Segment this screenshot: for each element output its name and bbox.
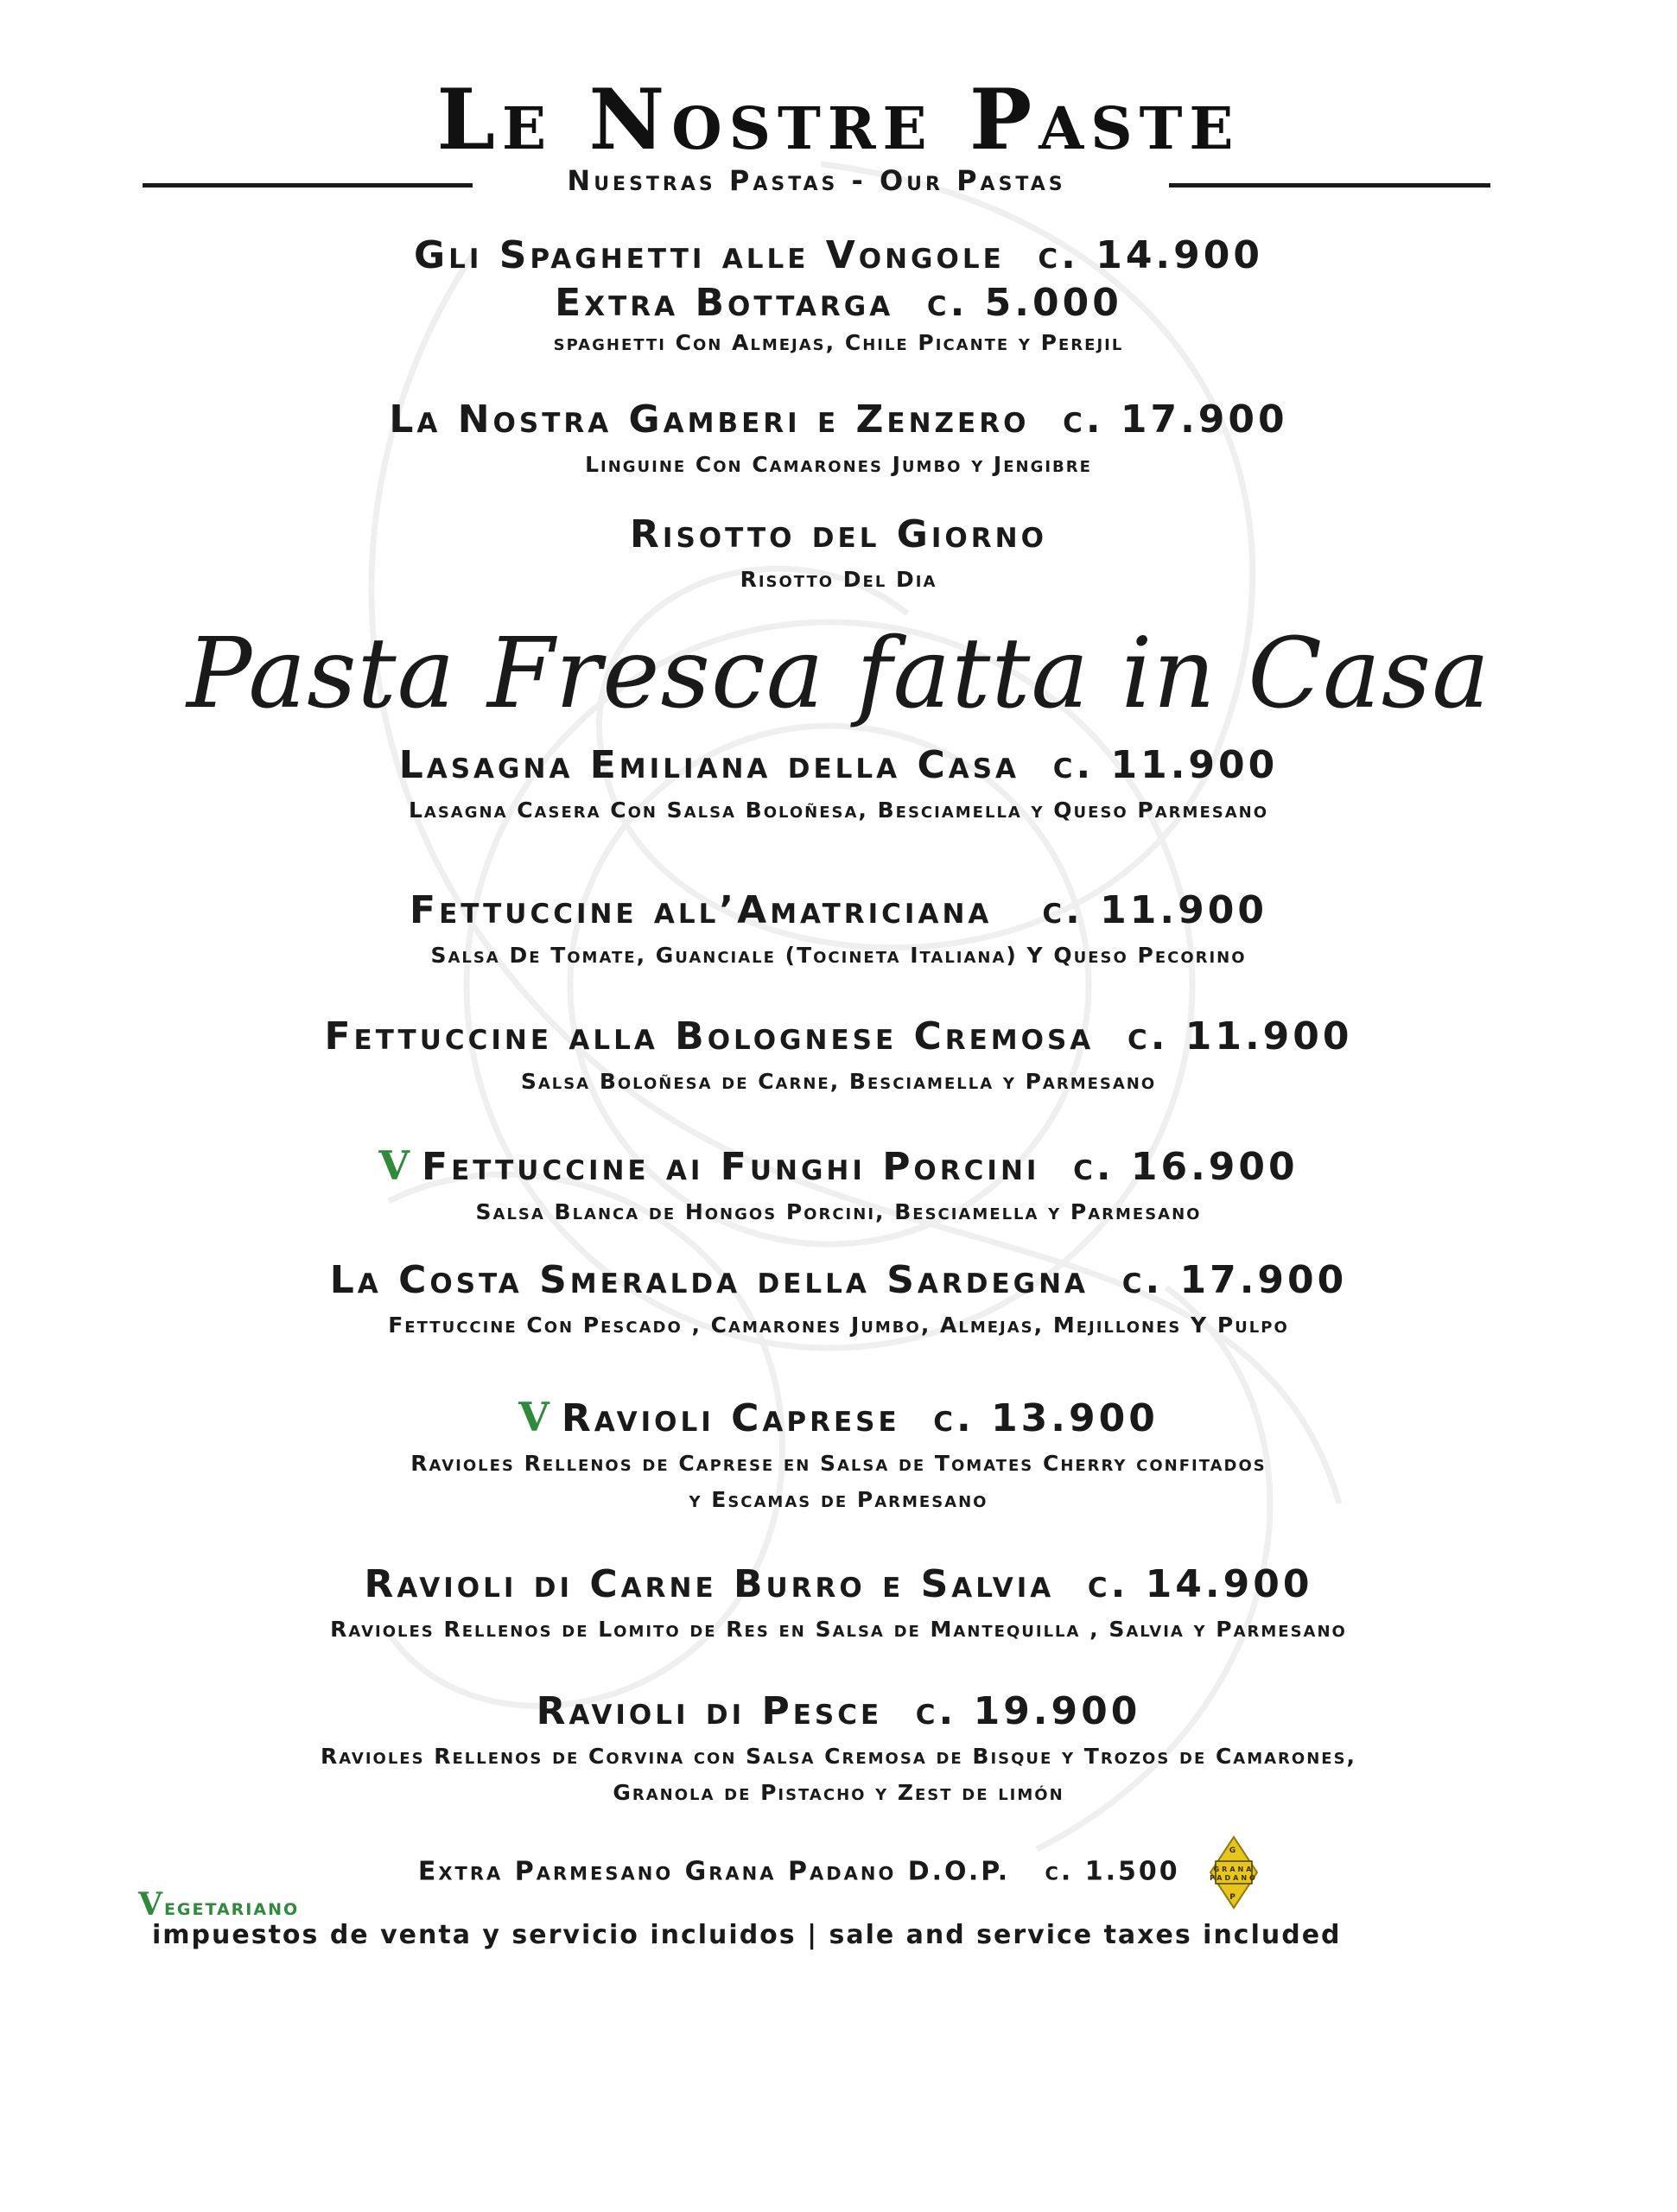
- item-name-line: [0, 512, 1677, 556]
- item-price: c. 14.900: [1087, 1562, 1313, 1606]
- item-description: Ravioles Rellenos de Lomito de Res en Salsa de Mantequilla , Salvia y Parmesano: [330, 1617, 1347, 1642]
- item-name-line: [0, 1014, 1677, 1058]
- item-description: Fettuccine Con Pescado , Camarones Jumbo, Almejas, Mejillones Y Pulpo: [388, 1313, 1289, 1338]
- vegetarian-legend: [138, 1886, 299, 1923]
- item-price: c. 11.900: [1052, 743, 1279, 787]
- item-price: c. 19.900: [915, 1689, 1141, 1733]
- menu-item: [0, 1562, 1677, 1648]
- divider-right: [1169, 183, 1490, 188]
- item-extra-name: Extra Bottarga: [555, 281, 894, 325]
- section-script-heading: Pasta Fresca fatta in Casa: [187, 618, 1490, 730]
- item-name-line: [0, 1562, 1677, 1606]
- item-description: Salsa Boloñesa de Carne, Besciamella y Parmesano: [520, 1069, 1157, 1094]
- menu-item: [0, 743, 1677, 829]
- item-name-line: [0, 1394, 1677, 1440]
- item-description: Ravioles Rellenos de Caprese en Salsa de Tomates Cherry confitados: [410, 1451, 1267, 1476]
- menu-item: [0, 1394, 1677, 1518]
- item-name: Ravioli di Carne Burro e Salvia: [364, 1562, 1055, 1606]
- logo-text-2: PADANO: [1210, 1874, 1258, 1882]
- item-price: c. 11.900: [1127, 1014, 1353, 1058]
- menu-item: [0, 1142, 1677, 1230]
- item-price: c. 14.900: [1038, 233, 1263, 277]
- item-name-line: [0, 743, 1677, 787]
- item-price: c. 16.900: [1073, 1145, 1299, 1189]
- item-description: Linguine Con Camarones Jumbo y Jengibre: [585, 452, 1092, 477]
- menu-item: [0, 1689, 1677, 1811]
- item-name: Risotto del Giorno: [630, 512, 1047, 556]
- menu-item: [0, 888, 1677, 974]
- menu-item: [0, 397, 1677, 483]
- vegetarian-legend-icon: V: [138, 1886, 164, 1923]
- item-description: spaghetti Con Almejas, Chile Picante y Perejil: [553, 330, 1124, 355]
- item-name-line: [0, 1258, 1677, 1302]
- menu-item: [0, 1014, 1677, 1100]
- item-price: c. 11.900: [1042, 888, 1267, 932]
- logo-text-1: GRANA: [1213, 1866, 1255, 1873]
- vegetarian-icon: V: [518, 1394, 553, 1440]
- grana-padano-logo-icon: [1209, 1835, 1259, 1910]
- item-name-line: [0, 888, 1677, 932]
- subtitle-row: [143, 164, 1490, 207]
- menu-item: [0, 233, 1677, 361]
- item-name-line: [0, 397, 1677, 442]
- item-description: Risotto Del Dia: [740, 567, 937, 592]
- item-description-2: Granola de Pistacho y Zest de limón: [613, 1780, 1064, 1805]
- item-name: Ravioli di Pesce: [536, 1689, 883, 1733]
- vegetarian-legend-label: egetariano: [163, 1894, 300, 1921]
- item-description: Salsa Blanca de Hongos Porcini, Besciamella y Parmesano: [475, 1199, 1202, 1224]
- item-name: Fettuccine alla Bolognese Cremosa: [324, 1014, 1095, 1058]
- item-price: c. 17.900: [1063, 397, 1288, 442]
- taxes-note: impuestos de venta y servicio incluidos | sale and service taxes included: [152, 1920, 1342, 1950]
- item-name-line: [0, 1142, 1677, 1189]
- page-subtitle: Nuestras Pastas - Our Pastas: [567, 164, 1066, 197]
- item-extra-price: c. 5.000: [926, 281, 1122, 325]
- item-name: Gli Spaghetti alle Vongole: [414, 233, 1005, 277]
- page-title: Le Nostre Paste: [436, 71, 1241, 168]
- item-extra-line: [0, 281, 1677, 325]
- logo-text-bottom: P: [1229, 1893, 1238, 1902]
- menu-item: [0, 1258, 1677, 1344]
- item-name: Ravioli Caprese: [561, 1396, 900, 1440]
- item-name: La Nostra Gamberi e Zenzero: [389, 397, 1030, 442]
- item-description: Salsa De Tomate, Guanciale (Tocineta Italiana) Y Queso Pecorino: [430, 943, 1247, 968]
- item-price: c. 17.900: [1121, 1258, 1348, 1302]
- item-name: Lasagna Emiliana della Casa: [398, 743, 1020, 787]
- item-name-line: [0, 1689, 1677, 1733]
- menu-item: [0, 512, 1677, 598]
- item-name: Fettuccine ai Funghi Porcini: [422, 1145, 1040, 1189]
- extra-cheese-label: Extra Parmesano Grana Padano D.O.P.: [417, 1856, 1011, 1887]
- item-name: Fettuccine all’Amatriciana: [410, 888, 993, 932]
- item-name: La Costa Smeralda della Sardegna: [329, 1258, 1089, 1302]
- item-description: Lasagna Casera Con Salsa Boloñesa, Besciamella y Queso Parmesano: [408, 798, 1268, 823]
- item-price: c. 13.900: [933, 1396, 1159, 1440]
- logo-text-top: G: [1229, 1847, 1239, 1855]
- item-description-2: y Escamas de Parmesano: [689, 1487, 988, 1512]
- vegetarian-icon: V: [378, 1142, 414, 1189]
- item-name-line: [0, 233, 1677, 277]
- item-description: Ravioles Rellenos de Corvina con Salsa Cremosa de Bisque y Trozos de Camarones,: [320, 1744, 1357, 1769]
- extra-cheese-price: c. 1.500: [1045, 1856, 1180, 1887]
